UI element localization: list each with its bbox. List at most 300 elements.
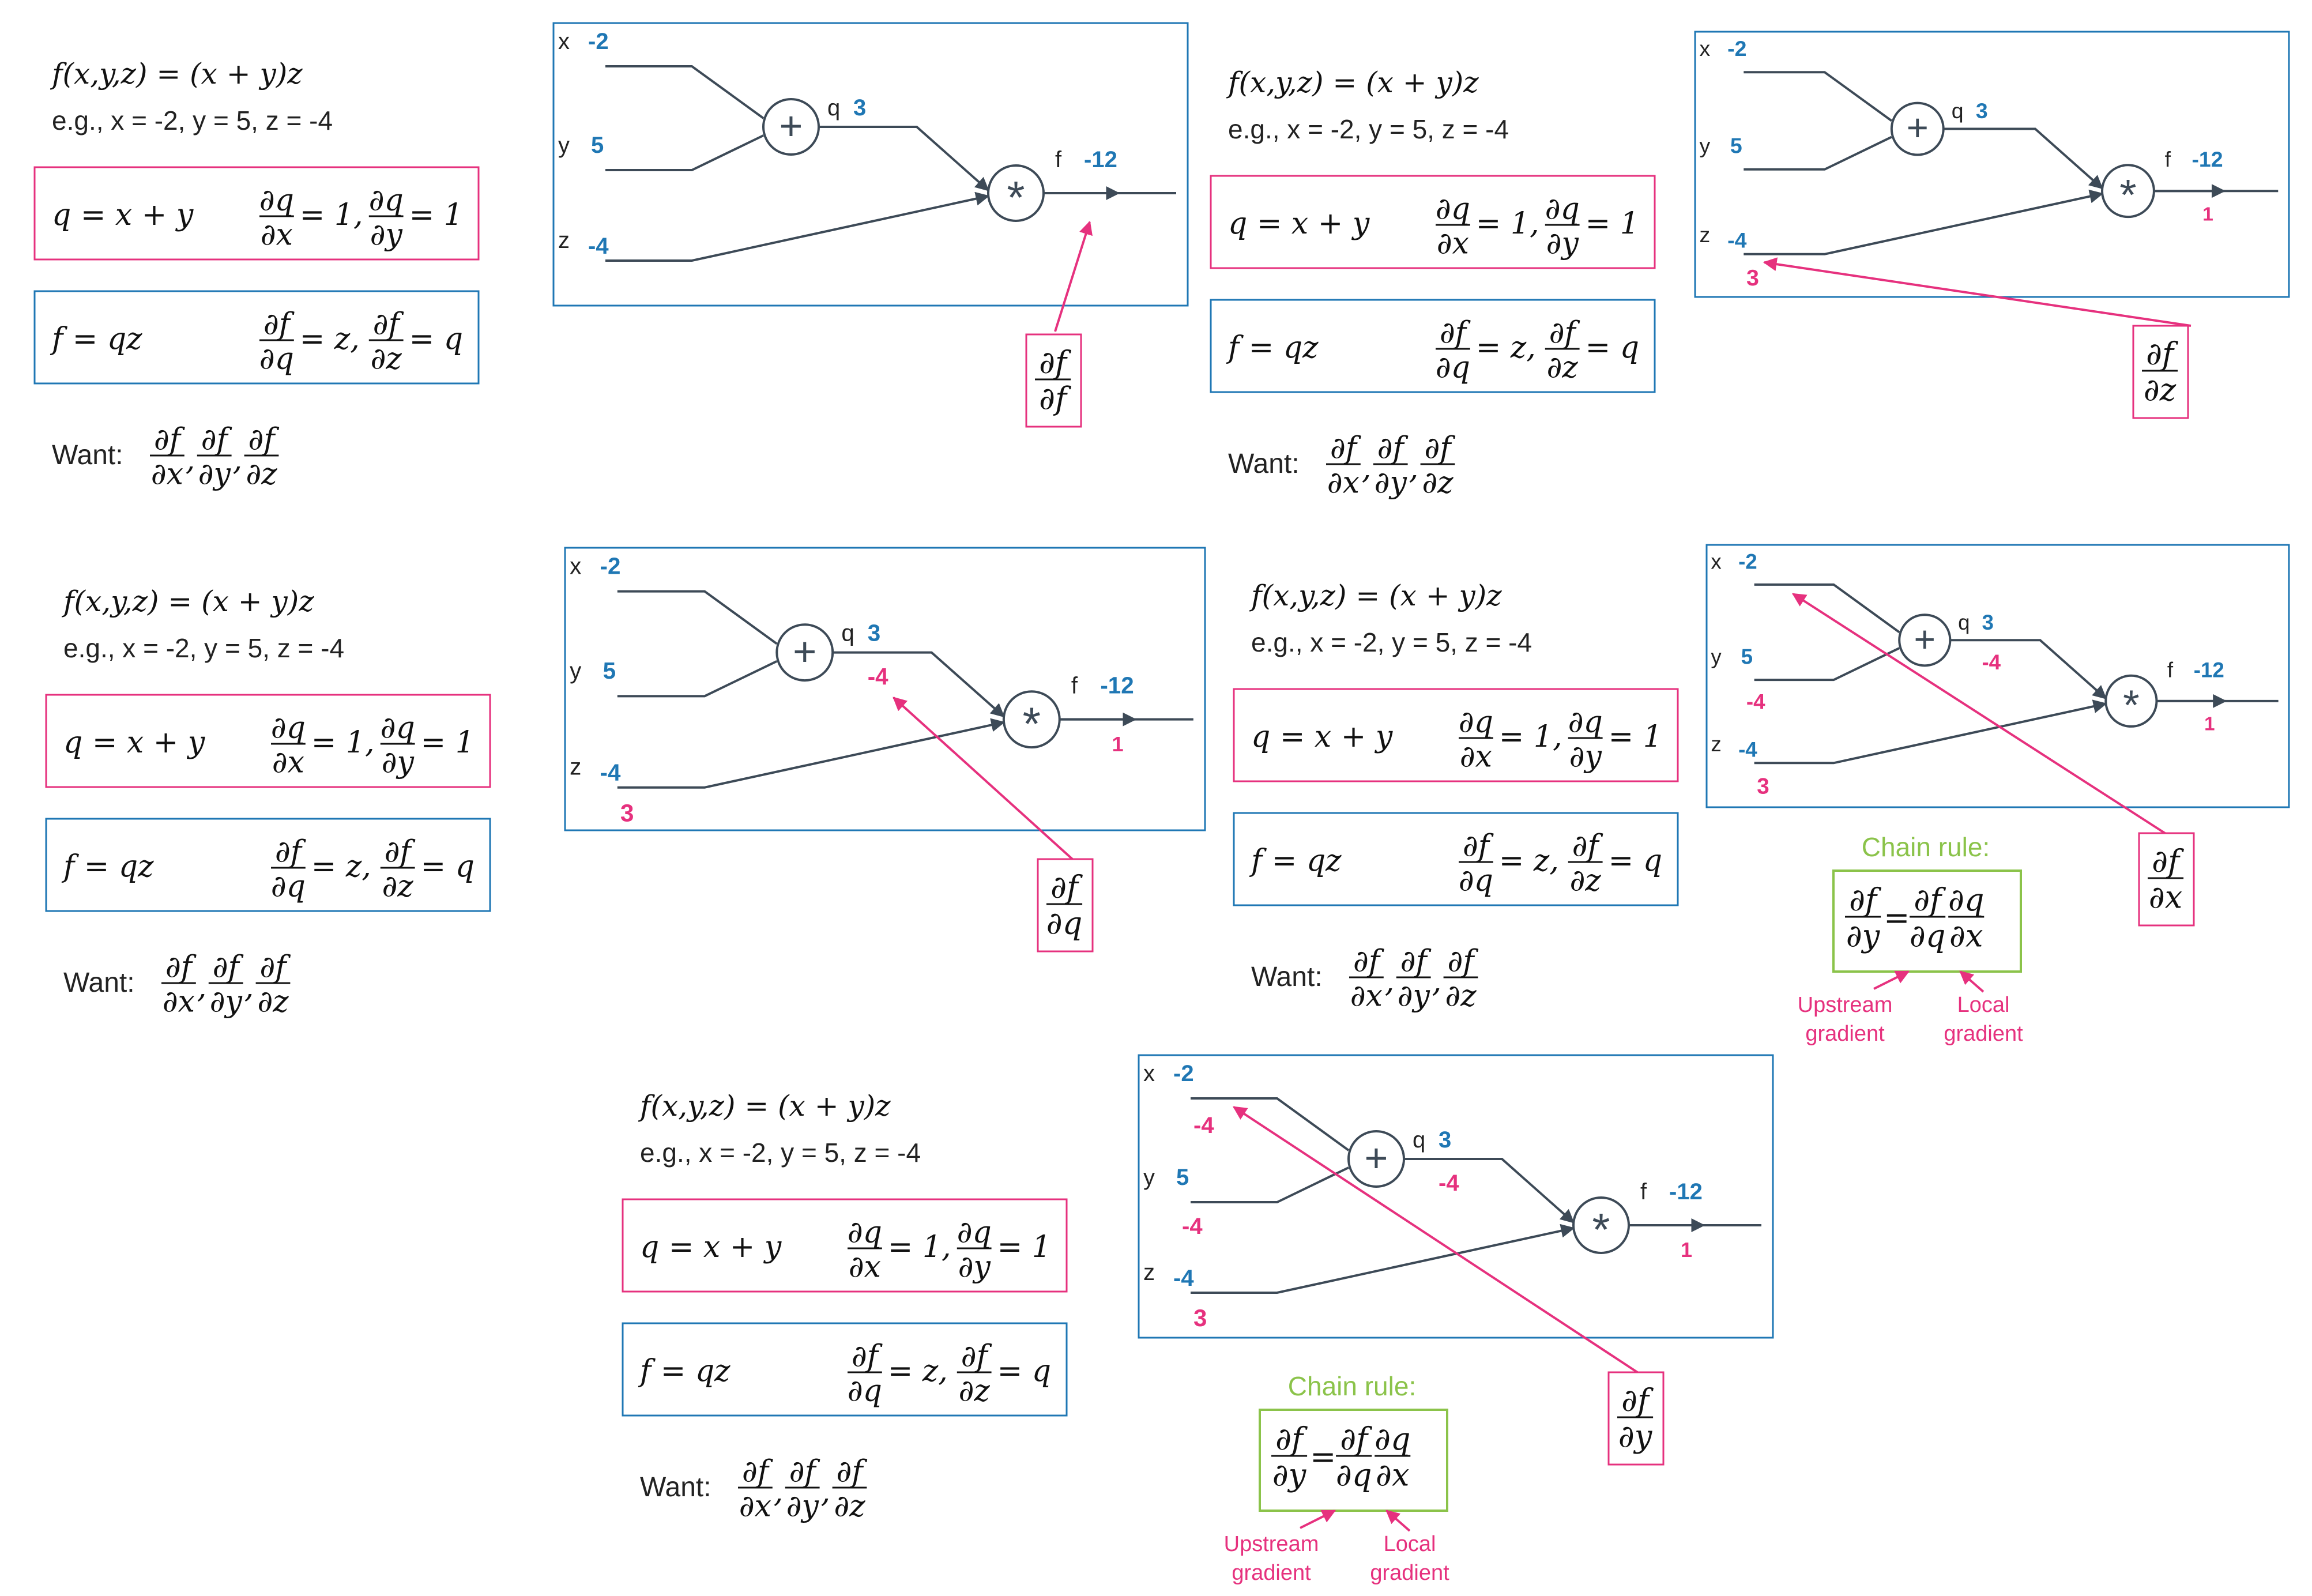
want-term-1	[209, 950, 244, 1019]
mul-op: *	[2123, 682, 2140, 729]
want-term-1-num: ∂f	[1400, 944, 1427, 979]
example-values: e.g., x = -2, y = 5, z = -4	[1228, 114, 1509, 144]
f-label: f	[1071, 672, 1078, 699]
dq-dx	[259, 183, 294, 253]
example-values: e.g., x = -2, y = 5, z = -4	[63, 633, 345, 663]
label-df-dy-den: ∂y	[1618, 1418, 1652, 1455]
dq-dx-value: = 1,	[1498, 720, 1562, 754]
y-wire	[1191, 1168, 1349, 1202]
df-dq	[1436, 316, 1471, 385]
q-equation: q = x + y	[63, 725, 205, 760]
want-term-1-den: ∂y	[198, 457, 231, 492]
example-values: e.g., x = -2, y = 5, z = -4	[640, 1138, 921, 1168]
dq-dy-den: ∂y	[381, 745, 414, 780]
df-dq-value: = z,	[1475, 330, 1536, 365]
y-value: 5	[603, 657, 616, 684]
want-term-2-den: ∂z	[834, 1489, 865, 1524]
label-df-dy	[1617, 1382, 1654, 1454]
want-term-1	[1373, 431, 1409, 500]
df-dz-value: = q	[1608, 844, 1662, 878]
chain-rule-a-title: Chain rule:	[1861, 832, 1990, 862]
df-dz	[369, 307, 404, 377]
arrow-df-dz	[1764, 262, 2191, 326]
add-op: +	[1906, 107, 1929, 149]
label-df-dz-num: ∂f	[2146, 336, 2174, 372]
dq-dx-value: = 1,	[887, 1230, 951, 1264]
dq-dx-num: ∂q	[259, 183, 294, 218]
y-label: y	[558, 133, 570, 158]
f-equation: f = qz	[640, 1354, 730, 1388]
want-term-0-den: ∂x	[150, 457, 184, 492]
want-term-0-num: ∂f	[153, 422, 180, 457]
chain-rule-a-upstream-1: Upstream	[1797, 993, 1893, 1017]
x-wire	[1754, 585, 1900, 633]
chain-rule-b-title: Chain rule:	[1287, 1371, 1417, 1401]
q-equation: q = x + y	[52, 198, 194, 232]
dq-dx	[848, 1215, 882, 1285]
z-value: -4	[1727, 228, 1747, 253]
label-df-dq-num: ∂f	[1050, 869, 1079, 906]
x-label: x	[1711, 549, 1722, 574]
df-dq	[271, 835, 306, 904]
df-dz	[381, 835, 416, 904]
x-value: -2	[1727, 36, 1747, 61]
label-df-dx-den: ∂x	[2148, 879, 2183, 916]
mul-op: *	[1007, 172, 1025, 223]
chain-rule-a-rhs-local-den: ∂x	[1949, 917, 1983, 954]
function-definition: f(x,y,z) = (x + y)z	[1228, 66, 1479, 99]
chain-rule-a-local-1: Local	[1957, 993, 2010, 1017]
f-equation: f = qz	[1228, 330, 1319, 365]
dq-dy-den: ∂y	[370, 217, 402, 253]
z-wire	[1754, 703, 2106, 763]
equation-panel-e	[623, 1089, 1067, 1523]
df-dq-den: ∂q	[270, 869, 306, 904]
want-term-0	[1349, 944, 1384, 1014]
label-df-dz	[2142, 336, 2178, 408]
x-value: -2	[1738, 549, 1757, 574]
mul-op: *	[2119, 171, 2137, 219]
q-wire	[1950, 640, 2106, 698]
want-comma: ,	[1432, 965, 1442, 999]
want-comma: ,	[232, 443, 243, 477]
want-comma: ,	[244, 970, 254, 1005]
f-value: -12	[2193, 658, 2224, 682]
label-df-dz-den: ∂z	[2143, 371, 2177, 408]
x-wire	[605, 66, 763, 118]
want-comma: ,	[1361, 451, 1372, 486]
want-comma: ,	[1384, 965, 1395, 999]
graph-2	[1695, 32, 2289, 297]
dq-dx-value: = 1,	[311, 725, 375, 760]
dq-dx-value: = 1,	[299, 198, 363, 232]
want-comma: ,	[820, 1475, 831, 1510]
chain-rule-b-upstream-arrow	[1300, 1511, 1335, 1528]
q-gradient: -4	[1982, 650, 2001, 674]
chain-rule-b-local-2: gradient	[1370, 1561, 1449, 1585]
f-gradient: 1	[1112, 732, 1124, 756]
want-term-2	[833, 1455, 868, 1524]
chain-rule-a-upstream-2: gradient	[1805, 1022, 1885, 1046]
equation-panel-a	[35, 57, 479, 491]
df-dz-num: ∂f	[1549, 315, 1576, 351]
chain-rule-b-local-1: Local	[1383, 1532, 1436, 1556]
q-value: 3	[853, 95, 867, 121]
want-term-2	[1444, 944, 1479, 1014]
chain-rule-a-local-2: gradient	[1944, 1022, 2023, 1046]
z-wire	[1744, 194, 2102, 254]
x-label: x	[1143, 1061, 1155, 1086]
want-term-1-den: ∂y	[1374, 465, 1407, 500]
y-value: 5	[1176, 1165, 1189, 1190]
df-dq	[259, 307, 295, 377]
df-dz-den: ∂z	[370, 341, 402, 377]
z-wire	[1191, 1228, 1573, 1293]
want-term-0-num: ∂f	[165, 950, 192, 985]
want-term-1-den: ∂y	[209, 984, 242, 1019]
dq-dx	[1436, 192, 1470, 261]
z-wire	[617, 722, 1004, 788]
dq-dy	[381, 711, 415, 780]
dq-dy-value: = 1	[997, 1230, 1051, 1264]
q-wire	[833, 653, 1004, 717]
dq-dy	[957, 1215, 992, 1285]
want-term-0	[150, 423, 185, 492]
dq-dy-den: ∂y	[1569, 739, 1602, 774]
dq-dy-num: ∂q	[368, 183, 404, 218]
df-dq	[1459, 829, 1494, 898]
add-op: +	[1914, 618, 1936, 660]
want-term-1-num: ∂f	[1377, 431, 1404, 466]
want-label: Want:	[63, 968, 135, 998]
dq-dy-num: ∂q	[380, 710, 415, 746]
chain-rule-b-rhs-local	[1375, 1421, 1411, 1493]
dq-dy-value: = 1	[1585, 206, 1639, 241]
q-equation: q = x + y	[1228, 206, 1370, 241]
graph-1	[553, 23, 1188, 306]
want-term-0	[161, 950, 197, 1019]
want-term-2-num: ∂f	[248, 422, 275, 457]
q-label: q	[1951, 98, 1964, 123]
want-term-0	[738, 1455, 773, 1524]
dq-dy-num: ∂q	[1568, 705, 1603, 740]
want-comma: ,	[773, 1475, 784, 1510]
f-equation: f = qz	[63, 849, 154, 884]
label-df-dx	[2148, 843, 2184, 915]
want-term-0-num: ∂f	[1330, 431, 1357, 466]
df-dz-value: = q	[997, 1354, 1051, 1388]
z-value: -4	[588, 234, 609, 259]
df-dq-num: ∂f	[1439, 315, 1466, 351]
df-dq-den: ∂q	[1435, 350, 1470, 385]
y-wire	[1744, 137, 1892, 170]
df-dz-num: ∂f	[384, 834, 411, 869]
chain-rule-b-local-arrow	[1387, 1511, 1410, 1531]
df-dz	[1568, 829, 1603, 898]
y-value: 5	[1741, 645, 1753, 669]
equation-panel-b	[1211, 66, 1655, 500]
want-term-1	[785, 1455, 820, 1524]
dq-dy-den: ∂y	[1546, 226, 1579, 261]
q-value: 3	[1975, 98, 1988, 123]
z-label: z	[558, 228, 570, 253]
want-term-0-num: ∂f	[741, 1454, 769, 1489]
want-term-2-den: ∂z	[1445, 978, 1477, 1014]
chain-rule-b-upstream-1: Upstream	[1223, 1532, 1319, 1556]
y-value: 5	[1730, 133, 1742, 158]
arrow-df-df	[1055, 222, 1090, 332]
chain-rule-a-rhs-upstream	[1910, 882, 1946, 954]
label-df-dq-den: ∂q	[1046, 905, 1083, 942]
dq-dy	[1545, 192, 1580, 261]
chain-rule-b-rhs-upstream-num: ∂f	[1340, 1421, 1368, 1458]
df-dz	[1545, 316, 1580, 385]
x-value: -2	[1173, 1061, 1194, 1086]
x-wire	[1744, 72, 1892, 121]
function-definition: f(x,y,z) = (x + y)z	[640, 1089, 891, 1123]
want-term-2	[256, 950, 291, 1019]
df-dq-num: ∂f	[1462, 829, 1489, 864]
z-gradient: 3	[1746, 265, 1759, 291]
df-dz-num: ∂f	[961, 1339, 988, 1374]
add-op: +	[779, 103, 803, 148]
chain-rule-a-lhs	[1845, 882, 1881, 954]
y-label: y	[1711, 645, 1722, 669]
label-df-dq	[1046, 869, 1083, 941]
want-term-0-den: ∂x	[1327, 465, 1360, 500]
z-value: -4	[1173, 1266, 1194, 1291]
f-value: -12	[2191, 147, 2223, 172]
chain-rule-a-lhs-den: ∂y	[1846, 917, 1880, 954]
x-gradient: -4	[1193, 1113, 1214, 1138]
chain-rule-b-lhs	[1271, 1421, 1308, 1493]
want-term-1-num: ∂f	[789, 1454, 816, 1489]
want-term-1-num: ∂f	[212, 950, 239, 985]
z-gradient: 3	[620, 799, 634, 827]
q-wire	[819, 127, 988, 190]
want-term-2-num: ∂f	[259, 950, 287, 985]
dq-dy-num: ∂q	[1545, 191, 1580, 227]
f-value: -12	[1100, 672, 1134, 699]
want-term-2	[1421, 431, 1456, 500]
want-term-2-den: ∂z	[257, 984, 289, 1019]
q-wire	[1944, 129, 2102, 189]
q-gradient: -4	[867, 663, 888, 690]
want-term-1	[197, 423, 232, 492]
add-op: +	[793, 628, 817, 674]
q-wire	[1404, 1159, 1573, 1222]
df-dq-value: = z,	[887, 1354, 948, 1388]
chain-rule-a-local-arrow	[1960, 972, 1983, 992]
df-dz-den: ∂z	[958, 1373, 990, 1409]
want-comma: ,	[1409, 451, 1419, 486]
z-value: -4	[600, 759, 621, 786]
z-gradient: 3	[1193, 1304, 1207, 1331]
x-wire	[1191, 1098, 1349, 1150]
want-term-2-num: ∂f	[836, 1454, 863, 1489]
q-equation: q = x + y	[1251, 720, 1393, 754]
want-term-1-den: ∂y	[1397, 978, 1430, 1014]
graph-3	[565, 548, 1205, 830]
function-definition: f(x,y,z) = (x + y)z	[52, 57, 303, 91]
f-value: -12	[1084, 147, 1117, 172]
z-value: -4	[1738, 737, 1757, 762]
dq-dx-den: ∂x	[260, 217, 293, 253]
want-term-1-num: ∂f	[201, 422, 228, 457]
f-gradient: 1	[1681, 1238, 1693, 1262]
equation-panel-c	[46, 585, 490, 1019]
x-wire	[617, 592, 777, 644]
y-gradient: -4	[1746, 690, 1765, 714]
df-dq-den: ∂q	[259, 341, 294, 377]
dq-dy-value: = 1	[1608, 720, 1662, 754]
y-label: y	[570, 657, 582, 684]
chain-rule-a-rhs-upstream-den: ∂q	[1909, 917, 1946, 954]
q-label: q	[827, 95, 841, 121]
graph-5	[1139, 1055, 1773, 1338]
dq-dy-num: ∂q	[957, 1215, 992, 1250]
z-wire	[605, 196, 988, 261]
y-wire	[1754, 648, 1900, 680]
q-value: 3	[1439, 1127, 1452, 1153]
want-term-1-den: ∂y	[786, 1489, 819, 1524]
add-op: +	[1364, 1135, 1388, 1180]
df-dq	[848, 1339, 883, 1409]
q-value: 3	[1982, 610, 1994, 634]
z-label: z	[570, 753, 582, 780]
q-label: q	[1958, 610, 1970, 634]
df-dq-value: = z,	[1498, 844, 1559, 878]
f-equation: f = qz	[52, 322, 142, 356]
q-equation: q = x + y	[640, 1230, 782, 1264]
want-term-0-num: ∂f	[1353, 944, 1380, 979]
want-label: Want:	[640, 1472, 711, 1503]
chain-rule-a-rhs-local	[1948, 882, 1985, 954]
y-label: y	[1143, 1165, 1155, 1190]
label-df-dy-num: ∂f	[1621, 1382, 1650, 1419]
df-dz-value: = q	[420, 849, 475, 884]
want-label: Want:	[1228, 449, 1300, 479]
df-dz-den: ∂z	[382, 869, 413, 904]
df-dq-den: ∂q	[847, 1373, 882, 1409]
df-dz-value: = q	[1585, 330, 1639, 365]
dq-dx	[271, 711, 306, 780]
dq-dx	[1459, 705, 1493, 774]
z-label: z	[1699, 223, 1711, 247]
df-dz	[957, 1339, 992, 1409]
label-df-df	[1035, 344, 1071, 416]
chain-rule-b-lhs-den: ∂y	[1272, 1456, 1306, 1493]
x-label: x	[558, 29, 570, 54]
q-label: q	[1413, 1127, 1426, 1153]
dq-dx-num: ∂q	[847, 1215, 882, 1250]
x-value: -2	[588, 29, 609, 54]
label-df-dx-num: ∂f	[2152, 843, 2180, 880]
equation-panel-d	[1234, 579, 1678, 1013]
graph-4	[1707, 545, 2289, 807]
dq-dx-value: = 1,	[1475, 206, 1539, 241]
df-dq-value: = z,	[311, 849, 371, 884]
want-label: Want:	[52, 440, 123, 470]
label-df-df-num: ∂f	[1039, 344, 1067, 381]
want-comma: ,	[197, 970, 207, 1005]
chain-rule-b-equals: =	[1310, 1439, 1336, 1475]
example-values: e.g., x = -2, y = 5, z = -4	[1251, 627, 1532, 657]
y-wire	[617, 661, 777, 697]
f-label: f	[2164, 147, 2171, 172]
chain-rule-a-rhs-local-num: ∂q	[1948, 882, 1985, 919]
want-term-2-den: ∂z	[1422, 465, 1454, 500]
dq-dy-den: ∂y	[958, 1249, 991, 1285]
chain-rule-a-equals: =	[1884, 899, 1910, 936]
f-label: f	[2167, 658, 2174, 682]
df-dq-num: ∂f	[274, 834, 302, 869]
df-dq-value: = z,	[299, 322, 360, 356]
want-term-0-den: ∂x	[1350, 978, 1383, 1014]
chain-rule-a-upstream-arrow	[1874, 972, 1908, 989]
label-df-df-den: ∂f	[1039, 380, 1067, 417]
y-label: y	[1699, 133, 1711, 158]
chain-rule-b-rhs-upstream	[1336, 1421, 1372, 1493]
f-gradient: 1	[2202, 203, 2213, 225]
chain-rule-b-rhs-local-den: ∂x	[1376, 1456, 1410, 1493]
z-gradient: 3	[1757, 774, 1769, 799]
chain-rule-b-rhs-upstream-den: ∂q	[1335, 1456, 1372, 1493]
dq-dx-den: ∂x	[1436, 226, 1470, 261]
chain-rule-a-rhs-upstream-num: ∂f	[1914, 882, 1942, 919]
df-dz-den: ∂z	[1546, 350, 1578, 385]
df-dz-value: = q	[409, 322, 463, 356]
q-value: 3	[867, 619, 881, 646]
x-label: x	[570, 552, 582, 579]
want-term-0-den: ∂x	[162, 984, 195, 1019]
chain-rule-b-upstream-2: gradient	[1232, 1561, 1311, 1585]
example-values: e.g., x = -2, y = 5, z = -4	[52, 106, 333, 135]
want-term-2-num: ∂f	[1424, 431, 1451, 466]
df-dq-num: ∂f	[263, 307, 290, 342]
function-definition: f(x,y,z) = (x + y)z	[1251, 579, 1502, 612]
chain-rule-b-rhs-local-num: ∂q	[1375, 1421, 1411, 1458]
df-dz-den: ∂z	[1569, 863, 1601, 898]
dq-dx-den: ∂x	[1459, 739, 1493, 774]
q-gradient: -4	[1439, 1170, 1459, 1196]
y-wire	[605, 135, 763, 170]
x-label: x	[1699, 36, 1711, 61]
df-dz-num: ∂f	[1572, 829, 1599, 864]
dq-dy	[1568, 705, 1603, 774]
f-gradient: 1	[2204, 713, 2215, 735]
dq-dy-value: = 1	[420, 725, 475, 760]
want-label: Want:	[1251, 962, 1323, 992]
want-term-1	[1396, 944, 1432, 1014]
dq-dx-num: ∂q	[1458, 705, 1493, 740]
f-equation: f = qz	[1251, 844, 1342, 878]
mul-op: *	[1022, 698, 1041, 750]
chain-rule-a-lhs-num: ∂f	[1849, 882, 1877, 919]
dq-dy	[369, 183, 404, 253]
dq-dy-value: = 1	[409, 198, 463, 232]
want-term-2	[244, 423, 280, 492]
function-definition: f(x,y,z) = (x + y)z	[63, 585, 314, 618]
mul-op: *	[1592, 1204, 1610, 1255]
dq-dx-num: ∂q	[270, 710, 306, 746]
f-value: -12	[1669, 1179, 1703, 1204]
want-term-0	[1326, 431, 1361, 500]
want-term-0-den: ∂x	[739, 1489, 772, 1524]
y-gradient: -4	[1182, 1214, 1203, 1239]
want-term-2-num: ∂f	[1447, 944, 1474, 979]
df-dq-den: ∂q	[1458, 863, 1493, 898]
